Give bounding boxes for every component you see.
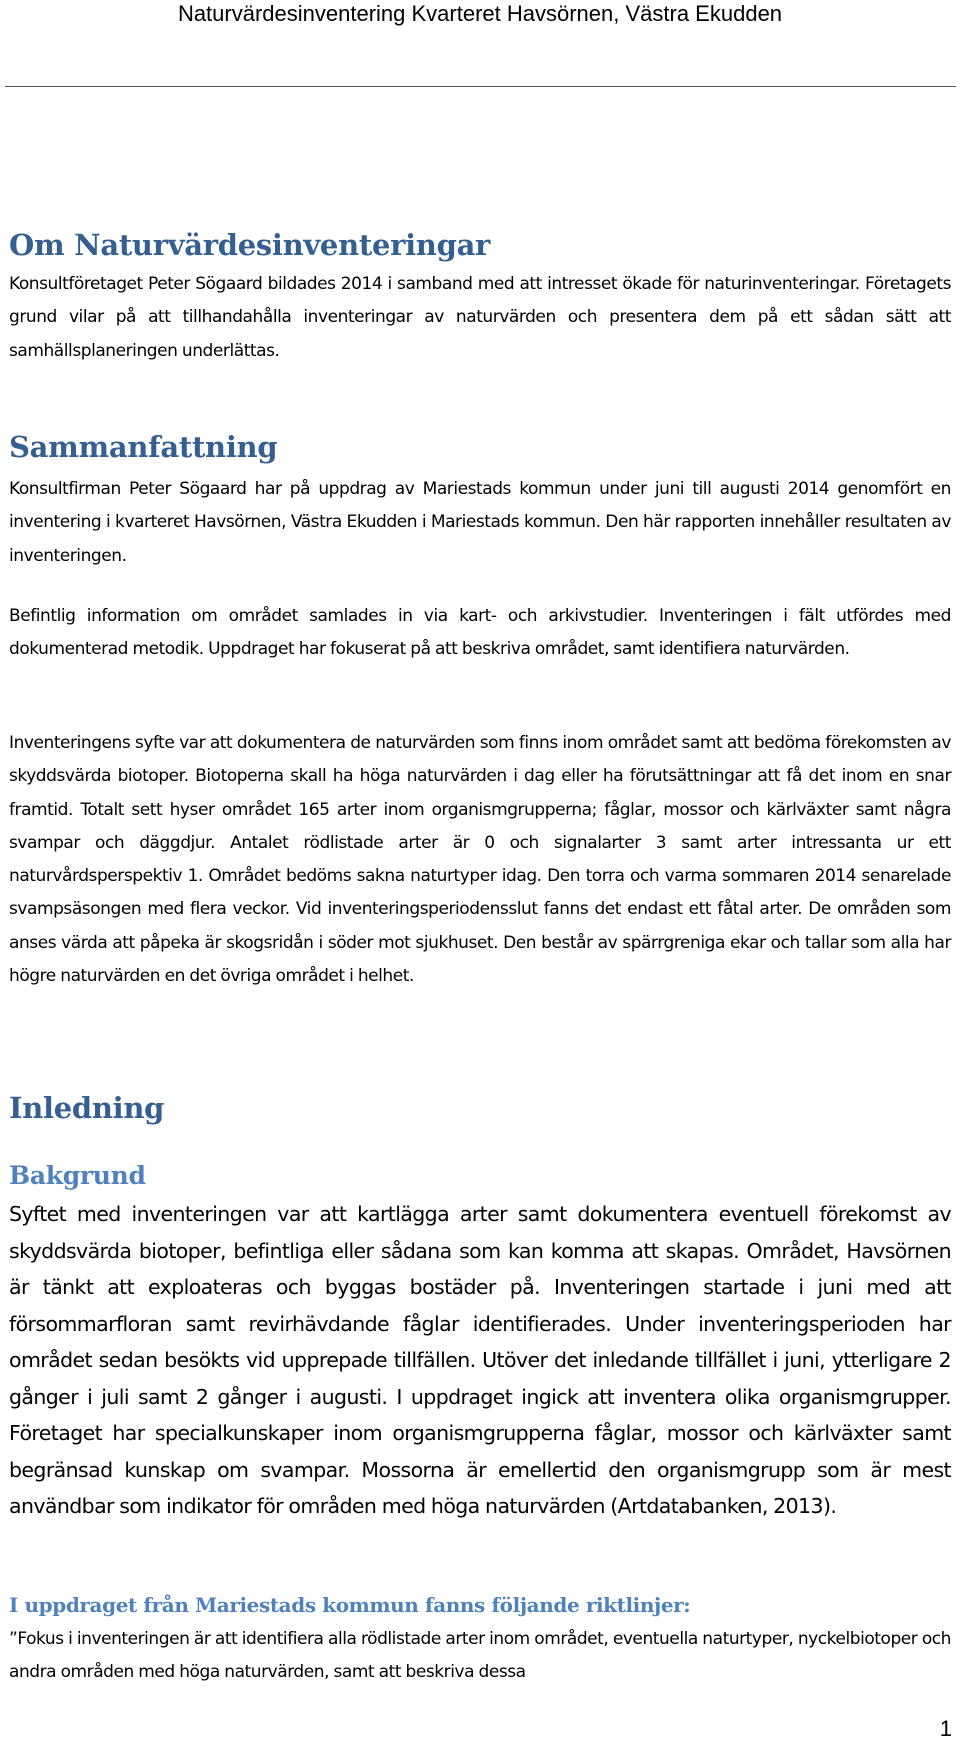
paragraph-om: Konsultföretaget Peter Sögaard bildades 2014 i samband med att intresset ökade för naturinventeringar. Företagets grund vilar på att tillhandahålla inventeringar av naturvärden och presentera dem på ett sådan sätt att samhällsplaneringen underlättas. [9, 274, 951, 361]
heading-bakgrund: Bakgrund [9, 1161, 146, 1190]
paragraph-sammanfattning-3: Inventeringens syfte var att dokumentera de naturvärden som finns inom området samt att bedöma förekomsten av skyddsvärda biotoper. Biotoperna skall ha höga naturvärden i dag eller ha förutsättningar att få det inom en snar framtid. Totalt sett hyser området 165 arter inom organismgrupperna; fåglar, mossor och kärlväxter samt några svampar och däggdjur. Antalet rödlistade arter är 0 och signalarter 3 samt arter intressanta ur ett naturvårdsperspektiv 1. Området bedöms sakna naturtyper idag. Den torra och varma sommaren 2014 senarelade svampsäsongen med flera veckor. Vid inventeringsperiodensslut fanns det endast ett fåtal arter. De områden som anses värda att påpeka är skogsridån i söder mot sjukhuset. Den består av spärrgreniga ekar och tallar som alla har högre naturvärden en det övriga området i helhet. [9, 733, 951, 987]
paragraph-bakgrund: Syftet med inventeringen var att kartlägga arter samt dokumentera eventuell förekomst av skyddsvärda biotoper, befintliga eller sådana som kan komma att skapas. Området, Havsörnen är tänkt att exploateras och byggas bostäder på. Inventeringen startade i juni med att försommarfloran samt revirhävdande fåglar identifierades. Under inventeringsperioden har området sedan besökts vid upprepade tillfällen. Utöver det inledande tillfället i juni, ytterligare 2 gånger i juli samt 2 gånger i augusti. I uppdraget ingick att inventera olika organismgrupper. Företaget har specialkunskaper inom organismgrupperna fåglar, mossor och kärlväxter samt begränsad kunskap om svampar. Mossorna är emellertid den organismgrupp som är mest användbar som indikator för områden med höga naturvärden (Artdatabanken, 2013). [9, 1202, 951, 1518]
page-number: 1 [939, 1716, 952, 1741]
paragraph-sammanfattning-1: Konsultfirman Peter Sögaard har på uppdrag av Mariestads kommun under juni till augusti 2014 genomfört en inventering i kvarteret Havsörnen, Västra Ekudden i Mariestads kommun. Den här rapporten innehåller resultaten av inventeringen. [9, 479, 951, 566]
heading-riktlinjer: I uppdraget från Mariestads kommun fanns följande riktlinjer: [9, 1593, 691, 1617]
heading-sammanfattning: Sammanfattning [9, 430, 278, 464]
heading-om-naturvardesinventeringar: Om Naturvärdesinventeringar [9, 228, 491, 262]
running-header: Naturvärdesinventering Kvarteret Havsörnen, Västra Ekudden [177, 1, 783, 26]
header-divider [5, 86, 956, 87]
paragraph-sammanfattning-2: Befintlig information om området samlades in via kart- och arkivstudier. Inventeringen i fält utfördes med dokumenterad metodik. Uppdraget har fokuserat på att beskriva området, samt identifiera naturvärden. [9, 606, 951, 660]
paragraph-riktlinjer: ”Fokus i inventeringen är att identifiera alla rödlistade arter inom området, eventuella naturtyper, nyckelbiotoper och andra områden med höga naturvärden, samt att beskriva dessa [9, 1629, 951, 1683]
heading-inledning: Inledning [9, 1091, 165, 1125]
